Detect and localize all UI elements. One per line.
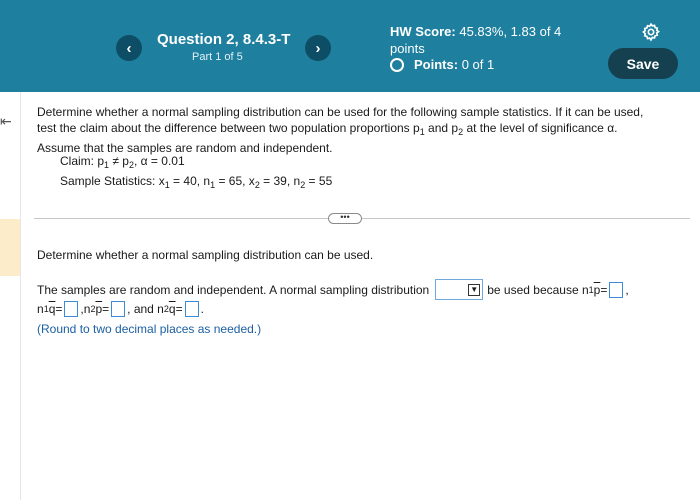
- hw-score-value: 45.83%, 1.83 of 4: [459, 24, 562, 39]
- problem-line-2: test the claim about the difference between two population proportions $p_1$ and $p_2$ at the level of significance α.: [37, 121, 618, 137]
- claim-text: Claim: $p_1 \ne p_2$, α = 0.01: [60, 154, 185, 170]
- answer-line-1: The samples are random and independent. A normal sampling distribution ▼ be used because n 1 $\overline{p}$ = ,: [37, 279, 629, 300]
- problem-line-1: Determine whether a normal sampling distribution can be used for the following sample statistics. If it can be used,: [37, 105, 644, 119]
- expand-panel-icon[interactable]: ⇤: [0, 113, 12, 129]
- part-prompt: Determine whether a normal sampling distribution can be used.: [37, 248, 374, 262]
- hw-score: [390, 23, 590, 57]
- points-label: Points:: [414, 57, 459, 72]
- points-status: [390, 57, 494, 72]
- n2-qbar-input[interactable]: [185, 301, 199, 317]
- section-divider: [34, 218, 690, 219]
- next-question-button[interactable]: [305, 35, 331, 61]
- prev-question-button[interactable]: [116, 35, 142, 61]
- gear-icon[interactable]: [641, 22, 661, 42]
- points-value: 0 of 1: [461, 57, 495, 72]
- n2-pbar-input[interactable]: [111, 301, 125, 317]
- question-part: Part 1 of 5: [192, 51, 243, 63]
- triangle-down-icon: ▼: [468, 284, 480, 296]
- chevron-right-icon: ›: [315, 39, 321, 57]
- can-cannot-dropdown[interactable]: [435, 279, 483, 300]
- save-button[interactable]: Save: [608, 48, 678, 79]
- chevron-left-icon: ‹: [126, 39, 132, 57]
- problem-line-3: Assume that the samples are random and independent.: [37, 141, 333, 155]
- n1-qbar-input[interactable]: [64, 301, 78, 317]
- problem-statement: [37, 104, 677, 156]
- n1-pbar-input[interactable]: [609, 282, 623, 298]
- hw-score-unit: points: [390, 41, 425, 56]
- question-header: [0, 0, 700, 92]
- current-part-marker: [0, 219, 20, 276]
- hw-score-label: HW Score:: [390, 24, 456, 39]
- answer-line-2: n 1 $\overline{q}$ = , n 2 $\overline{p}$ = , and n 2 $\overline{q}$ = .: [37, 302, 204, 316]
- sample-statistics: Sample Statistics: $x_1 = 40$, $n_1 = 65$, $x_2 = 39$, $n_2 = 55$: [60, 174, 333, 190]
- left-divider: [20, 92, 21, 500]
- rounding-note: (Round to two decimal places as needed.): [37, 322, 262, 336]
- expand-more-button[interactable]: •••: [328, 213, 362, 224]
- status-circle-icon: [390, 58, 404, 72]
- question-title: Question 2, 8.4.3-T: [157, 31, 291, 48]
